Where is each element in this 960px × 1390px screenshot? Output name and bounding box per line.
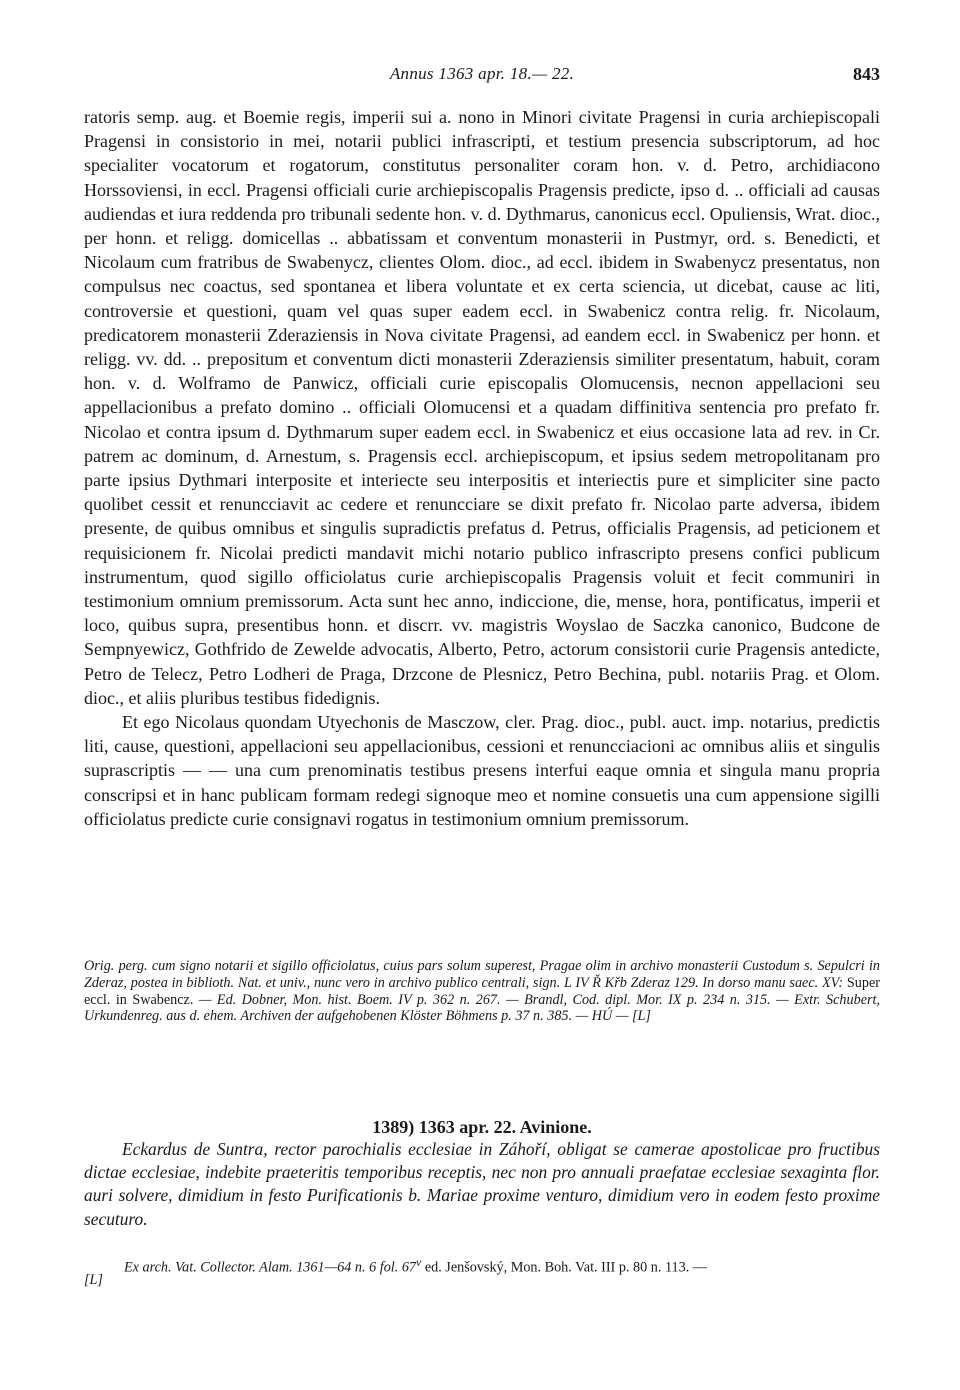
running-head: Annus 1363 apr. 18.— 22. (389, 64, 575, 83)
archival-note (84, 958, 880, 1025)
archival-note-editions: — Ed. Dobner, Mon. hist. Boem. IV p. 362 n. 267. — Brandl, Cod. dipl. Mor. IX p. 234 n. 315. — Extr. Schubert, Urkundenreg. aus d. ehem. Archiven der aufgehobenen Klöster Böhmens p. 37 n. 385. — HÚ — [L] (84, 991, 881, 1025)
regest-text: Eckardus de Suntra, rector parochialis ecclesiae in Záhoří, obligat se camerae apostolicae pro fructibus dictae ecclesiae, indebite praeteritis temporibus receptis, nec non pro annuali praefatae ecclesiae sexaginta flor. auri solvere, dimidium in festo Purificationis b. Mariae proxime venturo, dimidium vero in eodem festo proxime secuturo. (84, 1139, 880, 1229)
source-note-verso: v (416, 1255, 422, 1269)
entry-heading: 1389) 1363 apr. 22. Avinione. (372, 1117, 592, 1137)
source-note-edition: ed. Jenšovský, Mon. Boh. Vat. III p. 80 n. 113. — (424, 1259, 707, 1276)
charter-text (84, 105, 880, 831)
charter-paragraph: ratoris semp. aug. et Boemie regis, imperii sui a. nono in Minori civitate Pragensi in curia archiepiscopali Pragensi in consistorio in mei, notarii publici infrascripti, et testium presencia subscriptorum, ad hoc specialiter vocatorum et rogatorum, constitutus personaliter coram hon. v. d. Petro, archidiacono Horssoviensi, in eccl. Pragensi officiali curie archiepiscopalis Pragensis predicte, ipso d. .. officiali ad causas audiendas et iura reddenda pro tribunali sedente hon. v. d. Dythmarus, canonicus eccl. Opuliensis, Wrat. dioc., per honn. et religg. domicellas .. abbatissam et conventum monasterii in Pustmyr, ord. s. Benedicti, et Nicolaum cum fratribus de Swabenycz, clientes Olom. dioc., ad eccl. ibidem in Swabenycz presentatus, non compulsus nec coactus, sed spontanea et libera voluntate et ex certa sciencia, ut dicebat, cause ac liti, controversie et questioni, quam vel quas super eadem eccl. in Swabenicz contra relig. fr. Nicolaum, predicatorem monasterii Zderaziensis in Nova civitate Pragensi, ad eandem eccl. in Swabenicz per honn. et religg. vv. dd. .. prepositum et conventum dicti monasterii Zderaziensis similiter presentatum, habuit, coram hon. v. d. Wolframo de Panwicz, officiali curie episcopalis Olomucensis, necnon appellacioni seu appellacionibus a prefato domino .. officiali Olomucensi et a quadam diffinitiva sentencia pro prefato fr. Nicolao et contra ipsum d. Dythmarum super eadem eccl. in Swabenicz et eius occasione lata ad rev. in Cr. patrem ac dominum, d. Arnestum, s. Pragensis eccl. archiepiscopum, et ipsius sedem metropolitanam pro parte ipsius Dythmari interposite et interiecte seu interpositis et interiectis pure et simpliciter sine pacto quolibet cessit et renuncciavit ac cedere et renuncciare se dixit prefato fr. Nicolao parte adversa, ibidem presente, de quibus omnibus et singulis supradictis prefatus d. Petrus, officialis Pragensis, ad peticionem et requisicionem fr. Nicolai predicti mandavit michi notario publico infrascripto presens confici publicum instrumentum, quod sigillo officiolatus curie archiepiscopalis Pragensis voluit et fecit communiri in testimonium omnium premissorum. Acta sunt hec anno, indiccione, die, mense, hora, pontificatus, imperii et loco, quibus supra, presentibus honn. et discrr. vv. magistris Woyslao de Saczka canonico, Budcone de Sempnyewicz, Gothfrido de Zewelde advocatis, Alberto, Petro, actorum consistorii curie Pragensis antedicte, Petro de Telecz, Petro Lodheri de Praga, Drzcone de Plesnicz, Petro Bechina, publ. notariis Prag. et Olom. dioc., et aliis pluribus testibus fidedignis. (84, 107, 880, 708)
page-header (84, 64, 880, 90)
archival-note-origin: Orig. perg. cum signo notarii et sigillo officiolatus, cuius pars solum superest, Pragae olim in archivo monasterii Custodum s. Sepulcri in Zderaz, postea in biblioth. Nat. et univ., nunc vero in archivo publico centrali, sign. L IV Ř Křb Zderaz 129. In dorso manu saec. XV: (84, 958, 880, 991)
page-number: 843 (853, 64, 880, 84)
archival-note-dorsal: Super eccl. in Swabencz. (84, 974, 881, 1008)
source-note (124, 1254, 880, 1277)
notary-subscription: Et ego Nicolaus quondam Utyechonis de Masczow, cler. Prag. dioc., publ. auct. imp. notarius, predictis liti, cause, questioni, appellacioni seu appellacionibus, cessioni et renuncciacioni ac omnibus aliis et singulis suprascriptis — — una cum prenominatis testibus presens interfui eaque omnia et singula manu propria conscripsi et in hanc publicam formam redegi signoque meo et nomine consuetis una cum appensione sigilli officiolatus predicte curie consignavi rogatus in testimonium omnium premissorum. (84, 712, 880, 829)
source-note-archive: Ex arch. Vat. Collector. Alam. 1361—64 n. 6 fol. 67 (124, 1259, 417, 1276)
source-note-l: [L] (84, 1272, 103, 1288)
